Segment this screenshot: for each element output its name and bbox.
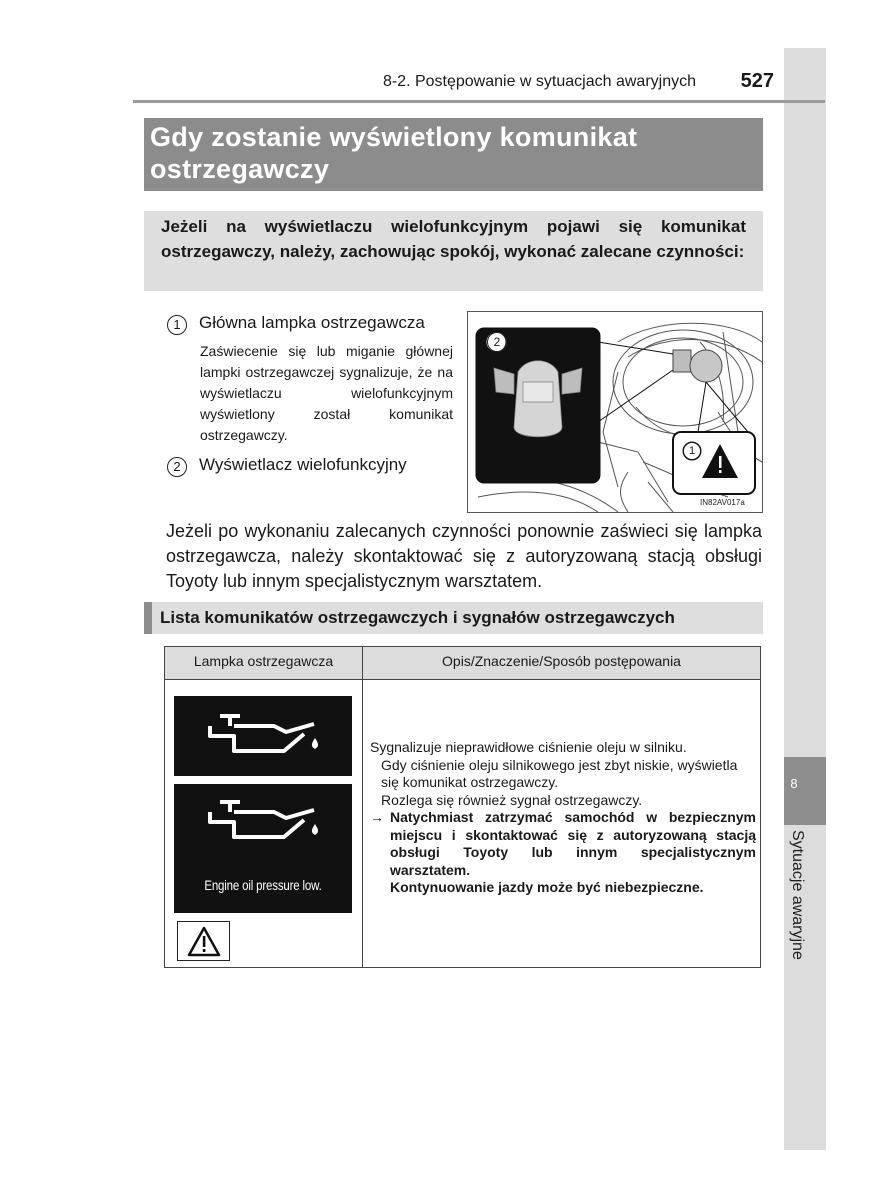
warning-triangle-icon	[178, 922, 231, 962]
table-column-divider	[362, 647, 363, 967]
callout-2-number: 2	[487, 332, 507, 352]
arrow-icon: →	[370, 809, 384, 825]
warning-text: Kontynuowanie jazdy może być niebezpieczne.	[390, 879, 704, 895]
page-title-line-2: ostrzegawczy	[150, 154, 330, 184]
legend-number-1: 1	[167, 315, 187, 335]
side-strip	[784, 48, 826, 1150]
table-header-description: Opis/Znaczenie/Sposób postępowania	[442, 653, 681, 669]
description-line-1: Sygnalizuje nieprawidłowe ciśnienie oleju w silniku.	[370, 739, 687, 755]
dashboard-drawing	[468, 312, 762, 512]
body-paragraph: Jeżeli po wykonaniu zalecanych czynności ponownie zaświeci się lampka ostrzegawcza, należy skontaktować się z autoryzowaną stacją obsługi Toyoty lub innym specjalistycznym warsztatem.	[166, 521, 762, 591]
action-text: Natychmiast zatrzymać samochód w bezpiecznym miejscu i skontaktować się z autoryzowaną stacją obsługi Toyoty lub innym specjalistycznym warsztatem.	[390, 809, 756, 878]
table-description-cell	[370, 739, 756, 897]
subheading-marker	[144, 602, 152, 634]
legend-label-2: Wyświetlacz wielofunkcyjny	[199, 455, 407, 474]
oil-can-icon	[174, 696, 352, 776]
chapter-tab	[784, 757, 826, 825]
chapter-label	[778, 830, 818, 980]
page-title	[150, 121, 750, 185]
oil-pressure-display	[174, 784, 352, 913]
action-block	[370, 809, 756, 897]
table-header-lamp: Lampka ostrzegawcza	[193, 653, 334, 669]
chapter-label-text: Sytuacje awaryjne	[789, 830, 806, 960]
buzzer-warning	[177, 921, 230, 961]
legend-number-2: 2	[167, 457, 187, 477]
description-line-2: Gdy ciśnienie oleju silnikowego jest zbyt niskie, wyświetla się komunikat ostrzegawczy.	[381, 756, 738, 790]
illustration-code: IN82AV017a	[700, 498, 745, 507]
section-title: 8-2. Postępowanie w sytuacjach awaryjnych	[382, 73, 696, 90]
description-line-3: Rozlega się również sygnał ostrzegawczy.	[381, 791, 643, 808]
legend-label-1: Główna lampka ostrzegawcza	[199, 313, 425, 332]
chapter-number: 8	[790, 776, 798, 791]
table-divider	[165, 679, 760, 680]
display-message: Engine oil pressure low.	[204, 877, 322, 893]
page-title-line-1: Gdy zostanie wyświetlony komunikat	[150, 122, 638, 152]
legend-description-1: Zaświecenie się lub miganie głównej lampki ostrzegawczej sygnalizuje, że na wyświetlaczu wielofunkcyjnym wyświetlony został komunikat ostrzegawczy.	[200, 343, 453, 443]
header-rule	[133, 100, 825, 103]
page-number: 527	[740, 70, 774, 92]
oil-warning-lamp	[174, 696, 352, 776]
callout-1-number: 1	[683, 442, 701, 460]
oil-can-icon-display	[174, 784, 352, 864]
dashboard-illustration	[467, 311, 763, 513]
intro-text: Jeżeli na wyświetlaczu wielofunkcyjnym pojawi się komunikat ostrzegawczy, należy, zachowując spokój, wykonać zalecane czynności:	[161, 217, 746, 261]
subheading: Lista komunikatów ostrzegawczych i sygnałów ostrzegawczych	[160, 608, 675, 627]
